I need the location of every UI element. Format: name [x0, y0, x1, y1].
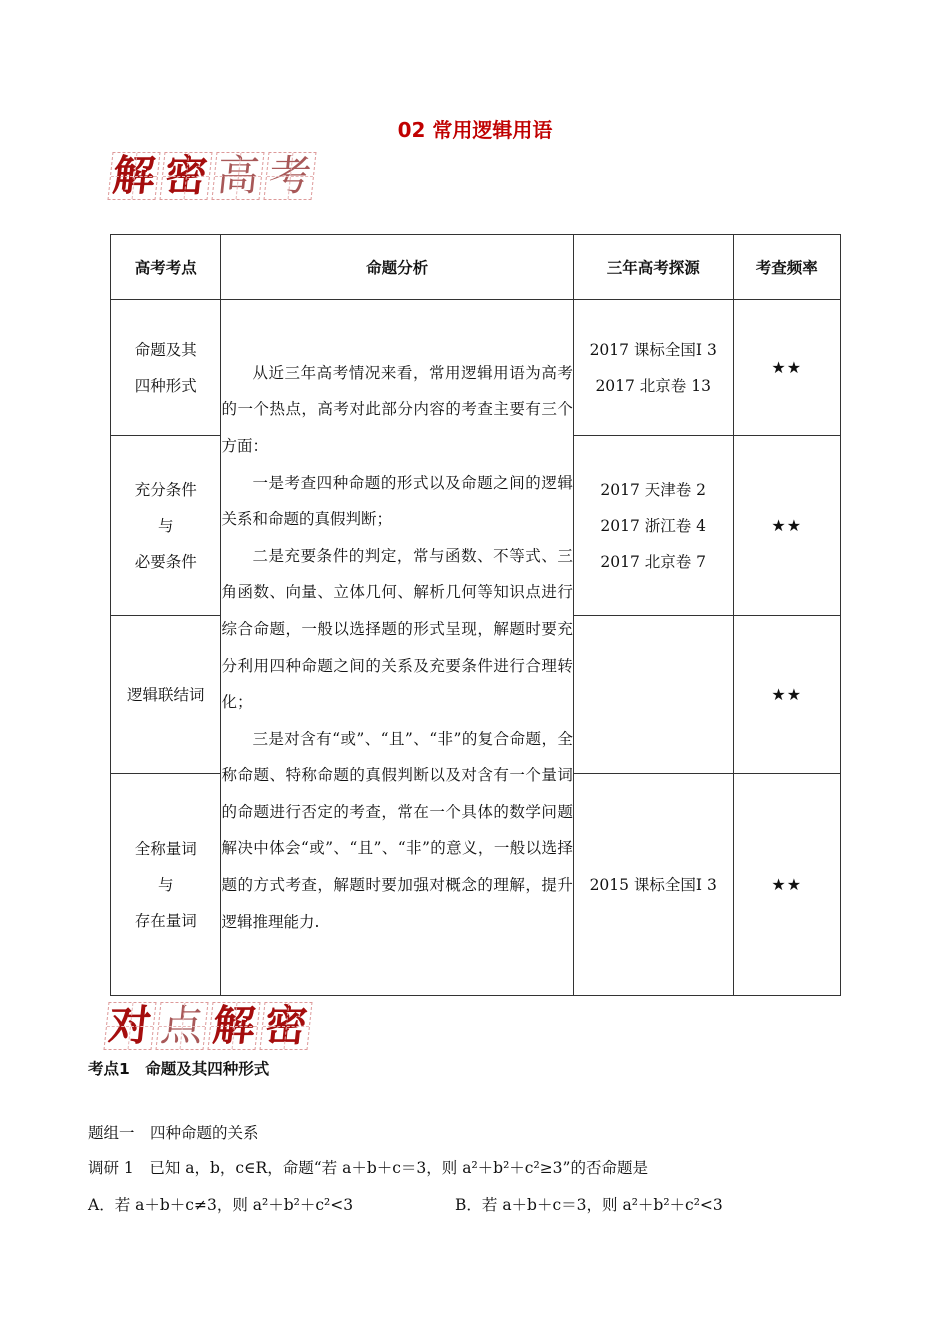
frequency-stars: ★★	[733, 436, 840, 616]
banner-char: 解	[107, 152, 160, 200]
banner-char: 密	[159, 152, 212, 200]
analysis-paragraph: 一是考查四种命题的形式以及命题之间的逻辑关系和命题的真假判断；	[221, 473, 573, 529]
sources-cell	[573, 774, 733, 996]
analysis-paragraph: 二是充要条件的判定，常与函数、不等式、三角函数、向量、立体几何、解析几何等知识点进行综合命题，一般以选择题的形式呈现，解题时要充分利用四种命题之间的关系及充要条件进行合理转化；	[221, 546, 573, 712]
option-b: B．若 a＋b＋c＝3，则 a²＋b²＋c²<3	[455, 1196, 723, 1214]
table-row	[111, 300, 841, 436]
header-sources: 三年高考探源	[573, 235, 733, 300]
analysis-cell	[221, 300, 573, 996]
frequency-stars: ★★	[733, 616, 840, 774]
topic-line: 与	[157, 516, 174, 535]
topic-line: 存在量词	[134, 911, 197, 930]
source-line: 2017 北京卷 13	[595, 376, 711, 395]
topic-cell	[111, 436, 221, 616]
source-line: 2017 课标全国Ⅰ 3	[589, 340, 717, 359]
topic-line: 充分条件	[134, 480, 197, 499]
sources-cell	[573, 300, 733, 436]
banner-point-decode	[106, 1002, 310, 1050]
question-label: 调研 1	[88, 1159, 134, 1177]
topic-cell	[111, 300, 221, 436]
topic-cell	[111, 774, 221, 996]
table-header-row	[111, 235, 841, 300]
banner-char: 考	[263, 152, 316, 200]
option-a: A．若 a＋b＋c≠3，则 a²＋b²＋c²<3	[88, 1196, 354, 1214]
topic-line: 逻辑联结词	[126, 685, 205, 704]
banner-char: 密	[259, 1002, 312, 1050]
exam-analysis-table	[110, 234, 841, 996]
frequency-stars: ★★	[733, 300, 840, 436]
topic-line: 四种形式	[134, 376, 197, 395]
source-line: 2017 浙江卷 4	[600, 516, 707, 535]
topic-line: 全称量词	[134, 839, 197, 858]
topic-line: 命题及其	[134, 340, 197, 359]
topic-heading: 考点1 命题及其四种形式	[88, 1060, 270, 1078]
topic-line: 必要条件	[134, 552, 197, 571]
banner-char: 解	[207, 1002, 260, 1050]
topic-line: 与	[157, 875, 174, 894]
frequency-stars: ★★	[733, 774, 840, 996]
page-title: 02 常用逻辑用语	[397, 118, 553, 142]
header-analysis: 命题分析	[221, 235, 573, 300]
question-stem	[88, 1156, 648, 1178]
sources-cell	[573, 616, 733, 774]
analysis-paragraph: 从近三年高考情况来看，常用逻辑用语为高考的一个热点，高考对此部分内容的考查主要有三个方面：	[221, 363, 573, 455]
topic-cell	[111, 616, 221, 774]
banner-char: 高	[211, 152, 264, 200]
banner-char: 点	[155, 1002, 208, 1050]
analysis-paragraph: 三是对含有“或”、“且”、“非”的复合命题，全称命题、特称命题的真假判断以及对含有一个量词的命题进行否定的考查，常在一个具体的数学问题解决中体会“或”、“且”、“非”的意义，一般以选择题的方式考查，解题时要加强对概念的理解，提升逻辑推理能力.	[221, 729, 573, 931]
source-line: 2017 北京卷 7	[600, 552, 707, 571]
group-heading: 题组一 四种命题的关系	[88, 1124, 259, 1142]
banner-char: 对	[103, 1002, 156, 1050]
banner-decode-gaokao	[110, 152, 314, 200]
source-line: 2017 天津卷 2	[600, 480, 707, 499]
header-frequency: 考查频率	[733, 235, 840, 300]
sources-cell	[573, 436, 733, 616]
source-line: 2015 课标全国Ⅰ 3	[589, 875, 717, 894]
header-topic: 高考考点	[111, 235, 221, 300]
question-text: 已知 a，b，c∈R，命题“若 a＋b＋c＝3，则 a²＋b²＋c²≥3”的否命题是	[149, 1159, 648, 1177]
